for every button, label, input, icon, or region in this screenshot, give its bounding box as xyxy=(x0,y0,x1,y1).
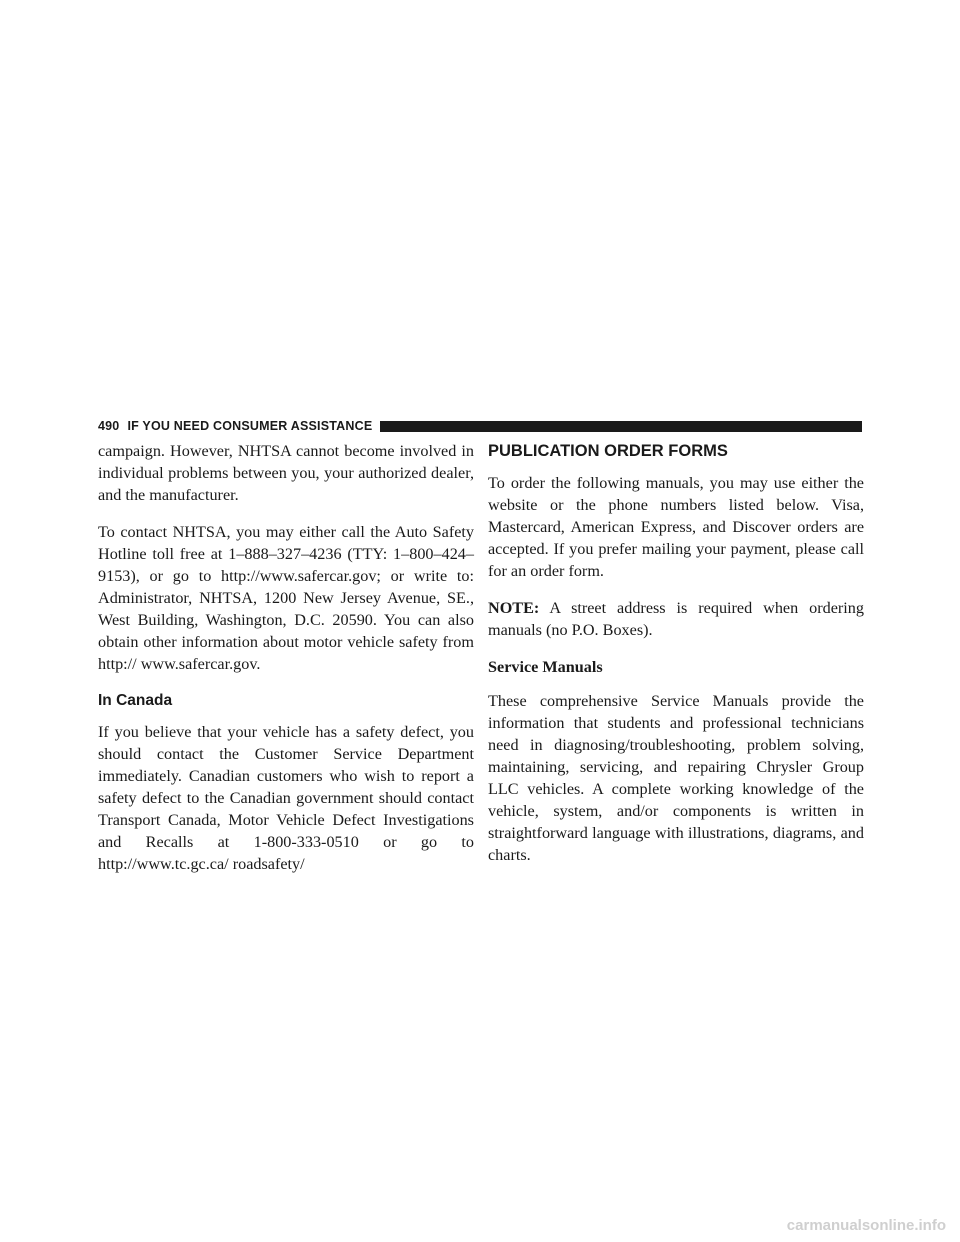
heading-service-manuals: Service Manuals xyxy=(488,658,603,676)
page-header xyxy=(98,418,862,434)
paragraph-order-manuals: To order the following manuals, you may use either the website or the phone numbers listed below. Visa, Mastercard, American Express, and Discover orders are accepted. If you prefer mailing your payment, please call for an order form. xyxy=(488,474,864,580)
paragraph-service-manuals: These comprehensive Service Manuals provide the information that students and professional technicians need in diagnosing/troubleshooting, problem solving, maintaining, servicing, and repairing Chrysler Group LLC vehicles. A complete working knowledge of the vehicle, system, and/or components is written in straightforward language with illustrations, diagrams, and charts. xyxy=(488,692,864,864)
note-label: NOTE: xyxy=(488,599,540,617)
heading-in-canada: In Canada xyxy=(98,692,173,709)
left-column xyxy=(98,440,474,890)
note-text: A street address is required when ordering manuals (no P.O. Boxes). xyxy=(488,599,864,639)
note-paragraph xyxy=(488,597,864,641)
paragraph-contact-nhtsa: To contact NHTSA, you may either call the Auto Safety Hotline toll free at 1–888–327–4236 (TTY: 1–800–424–9153), or go to http://www.safercar.gov; or write to: Administrator, NHTSA, 1200 New Jersey Avenue, SE., West Building, Washington, D.C. 20590. You can also obtain other information about motor vehicle safety from http:// www.safercar.gov. xyxy=(98,523,474,673)
section-title: IF YOU NEED CONSUMER ASSISTANCE xyxy=(127,419,373,433)
paragraph-canada: If you believe that your vehicle has a safety defect, you should contact the Customer Service Department immediately. Canadian customers who wish to report a safety defect to the Canadian government should contact Transport Canada, Motor Vehicle Defect Investigations and Recalls at 1-800-333-0510 or go to http://www.tc.gc.ca/ roadsafety/ xyxy=(98,723,474,873)
watermark: carmanualsonline.info xyxy=(786,1217,946,1234)
page-number: 490 xyxy=(98,419,120,433)
header-rule xyxy=(380,421,862,432)
paragraph-campaign: campaign. However, NHTSA cannot become involved in individual problems between you, your authorized dealer, and the manufacturer. xyxy=(98,442,474,504)
heading-publication-order-forms: PUBLICATION ORDER FORMS xyxy=(488,442,728,460)
right-column xyxy=(488,440,864,881)
